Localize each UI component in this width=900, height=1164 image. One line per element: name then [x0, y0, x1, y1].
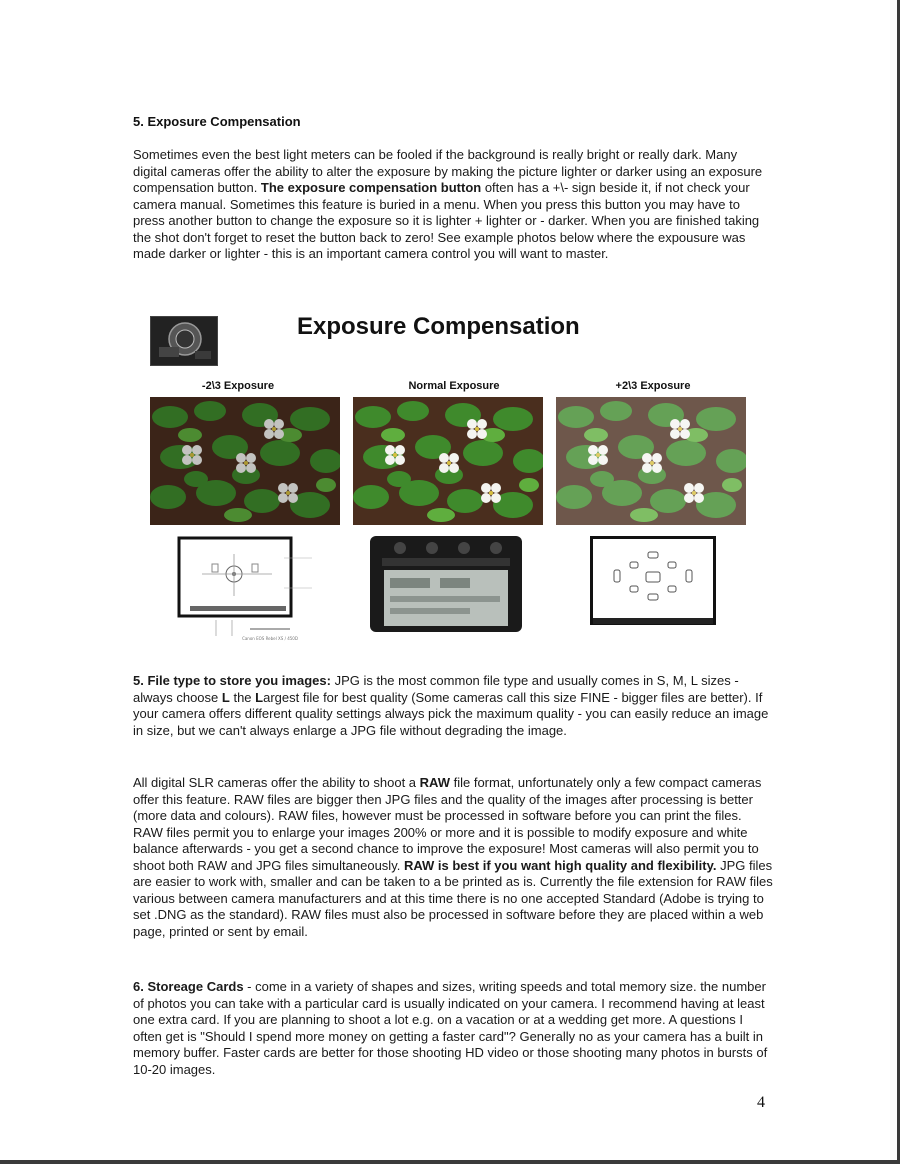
storage-heading: 6. Storeage Cards [133, 979, 244, 994]
bold-run: RAW [419, 775, 450, 790]
text-run: argest file for best quality (Some cameras call this size FINE - bigger files are better). If your camera offers different quality settings always pick the maximum quality - you can easily reduce an image in size, but we can't always enlarge a JPG file without degrading the image. [133, 689, 769, 738]
camera-dial-thumbnail [150, 316, 218, 366]
page-border-bottom [0, 1160, 900, 1164]
text-run: often has a +\- sign beside it, if not check your camera manual. Sometimes this feature is buried in a menu. When you press this button you may have to press another button to change the exposure so it is lighter + lighter or - darker. When you are finished taking the shot don't forget to reset the button back to zero! See example photos below where the expousure was made darker or lighter - this is an important camera control you will want to master. [133, 180, 760, 261]
figure-title: Exposure Compensation [297, 313, 580, 340]
exposure-paragraph [133, 147, 773, 263]
bold-run: RAW is best if you want high quality and flexibility. [403, 857, 717, 873]
photo-normal-exposure [353, 397, 543, 525]
bold-run: L [255, 689, 264, 705]
caption-normal: Normal Exposure [408, 380, 500, 392]
photo-plus-exposure [556, 397, 746, 525]
text-run: file format, unfortunately only a few compact cameras offer this feature. RAW files are bigger then JPG files and the quality of the images after processing is better (more data and colours). RAW files, however must be processed in software before you can print the files. RAW files permit you to enlarge your images 200% or more and it is possible to modify exposure and white balance afterwards - you get a second chance to improve the exposure! Most cameras will also permit you to shoot both RAW and JPG files simultaneously. [133, 775, 762, 873]
bold-run: L [221, 689, 230, 705]
text-run: the [229, 689, 256, 705]
page-number: 4 [757, 1094, 765, 1111]
text-run: JPG is the most common file type and usually comes in S, M, L sizes - always choose [133, 673, 739, 705]
text-run: - come in a variety of shapes and sizes, writing speeds and total memory size. the number of photos you can take with a particular card is usually indicated on your camera. I recommend having at least one extra card. If you are planning to shoot a lot e.g. on a vacation or at a wedding get more. A questions I often get is "Should I spend more money on getting a faster card"? Generally no as your camera has a built in memory buffer. Faster cards are better for those shooting HD video or those shooting many photos in bursts of 10-20 images. [133, 979, 768, 1077]
section-heading-exposure: 5. Exposure Compensation [133, 114, 301, 129]
filetype-paragraph-2 [133, 775, 773, 940]
bold-run: The exposure compensation button [260, 180, 482, 195]
filetype-paragraph-1 [133, 673, 773, 739]
text-run: Sometimes even the best light meters can be fooled if the background is really bright or really dark. Many digital cameras offer the ability to alter the exposure by making the picture lighter or darker using an exposure compensation button. [133, 147, 763, 195]
lcd-panel-diagram [370, 536, 522, 632]
caption-minus: -2\3 Exposure [201, 380, 275, 392]
viewfinder-diagram [172, 536, 322, 642]
filetype-heading: 5. File type to store you images: [133, 673, 331, 688]
storage-paragraph [133, 979, 773, 1078]
text-run: All digital SLR cameras offer the ability to shoot a [133, 775, 420, 790]
photo-minus-exposure [150, 397, 340, 525]
diagram-note: Canon EOS Rebel XS / 450D [242, 636, 298, 641]
text-run: JPG files are easier to work with, smaller and can be taken to a be printed as is. Currently the file extension for RAW files various between camera manufacturers and at this time there is no one accepted Standard (Adobe is trying to set .DNG as the standard). RAW files must also be processed in software before they are placed within a web page, printed or sent by email. [133, 857, 773, 939]
focus-points-diagram [590, 536, 716, 632]
caption-plus: +2\3 Exposure [615, 380, 691, 392]
